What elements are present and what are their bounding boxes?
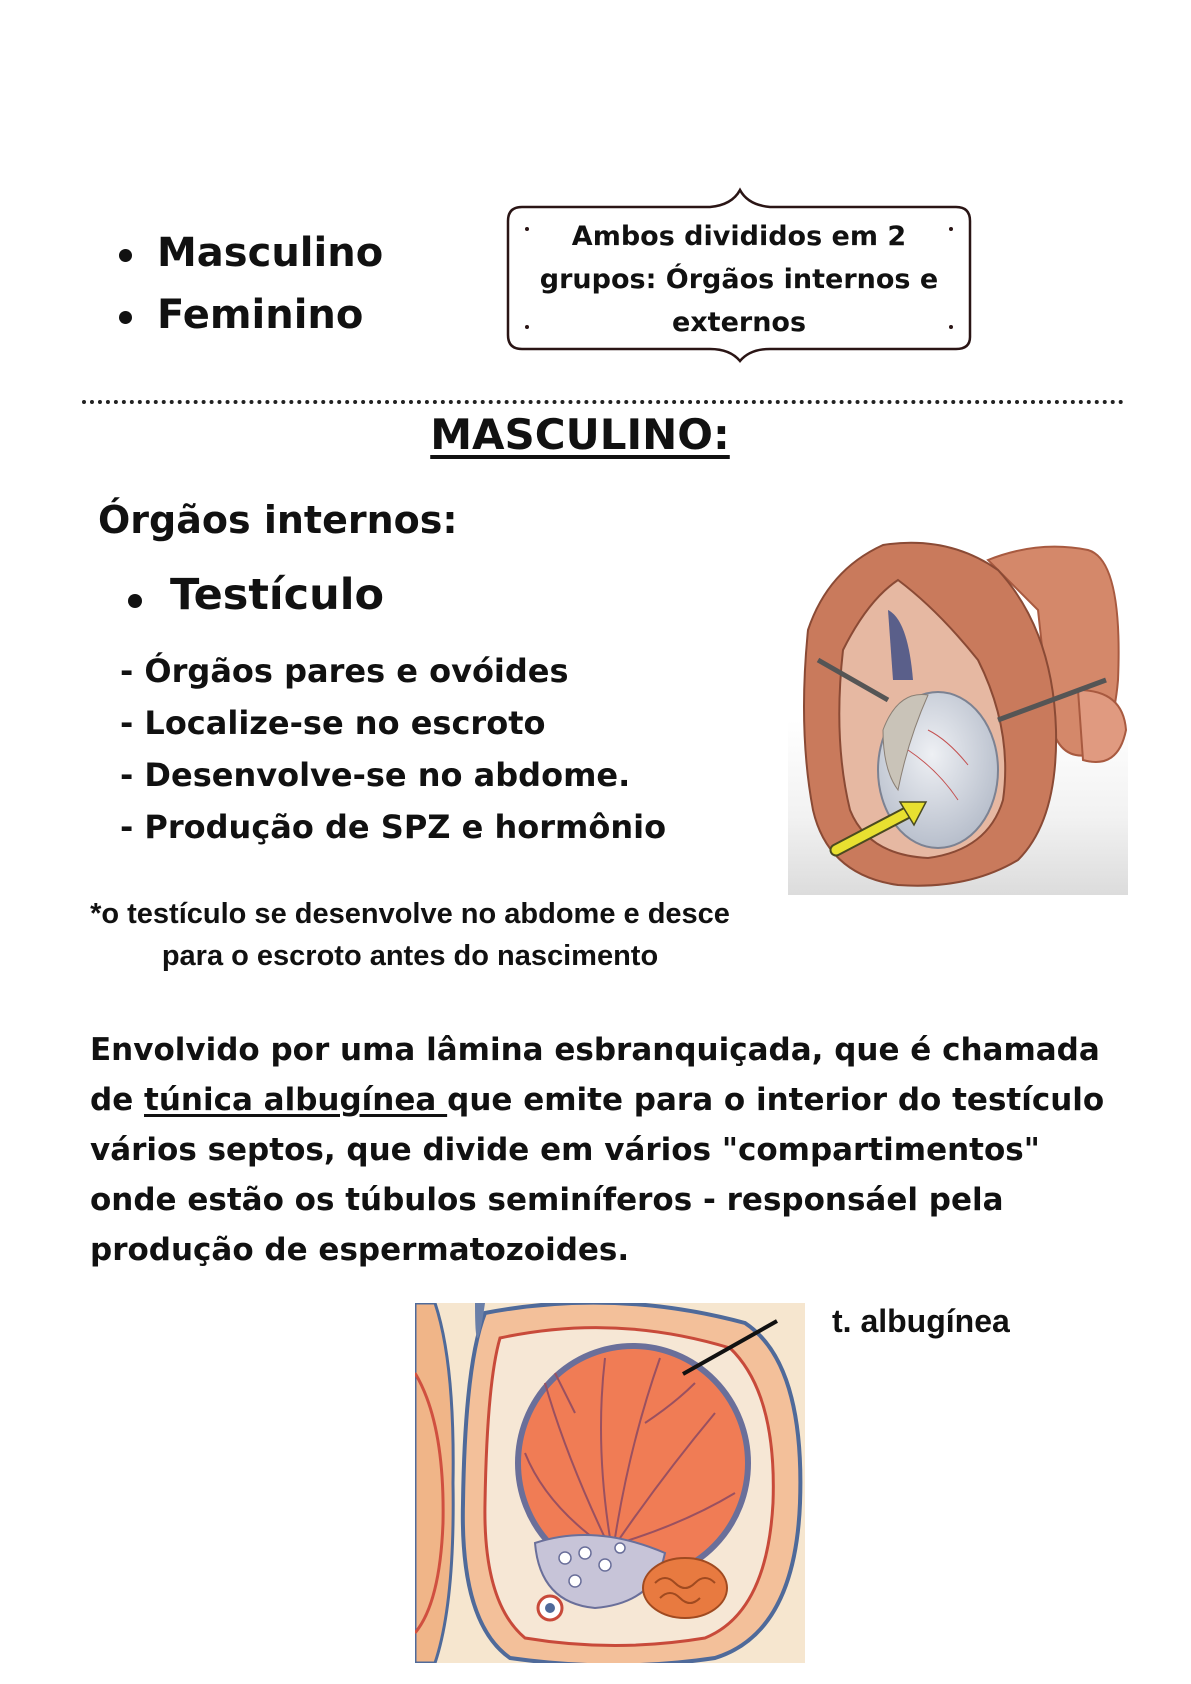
list-item: Masculino	[115, 222, 383, 284]
category-list	[115, 222, 383, 346]
paragraph-text: que emite para o interior do testículo vários septos, que divide em vários "compartimentos" onde estão os túbulos seminíferos - responsáel pela produção de espermatozoides.	[90, 1082, 1105, 1268]
footnote: *o testículo se desenvolve no abdome e desce para o escroto antes do nascimento	[90, 898, 730, 972]
organ-heading	[128, 570, 384, 620]
fact-item: - Produção de SPZ e hormônio	[120, 808, 667, 846]
list-item: Feminino	[115, 284, 383, 346]
tunica-albuginea-label: t. albugínea	[832, 1303, 1010, 1339]
section-title: MASCULINO:	[430, 410, 730, 459]
fact-item: - Órgãos pares e ovóides	[120, 652, 569, 690]
facts-list	[120, 645, 666, 853]
testis-dissection-illustration	[788, 540, 1128, 895]
subtitle: Órgãos internos:	[98, 498, 458, 542]
callout-text: Ambos divididos em 2 grupos: Órgãos internos e externos	[539, 221, 939, 338]
fact-item: - Localize-se no escroto	[120, 704, 546, 742]
tunica-albuginea-term: túnica albugínea	[144, 1082, 448, 1118]
testis-cross-section-illustration	[415, 1303, 805, 1663]
organ-label: Testículo	[170, 570, 385, 620]
dotted-divider	[82, 400, 1124, 404]
fact-item: - Desenvolve-se no abdome.	[120, 756, 631, 794]
description-paragraph	[90, 1025, 1130, 1275]
paragraph-text: Envolvido por uma lâmina esbranquiçada, que é chamada de	[90, 1032, 1100, 1118]
